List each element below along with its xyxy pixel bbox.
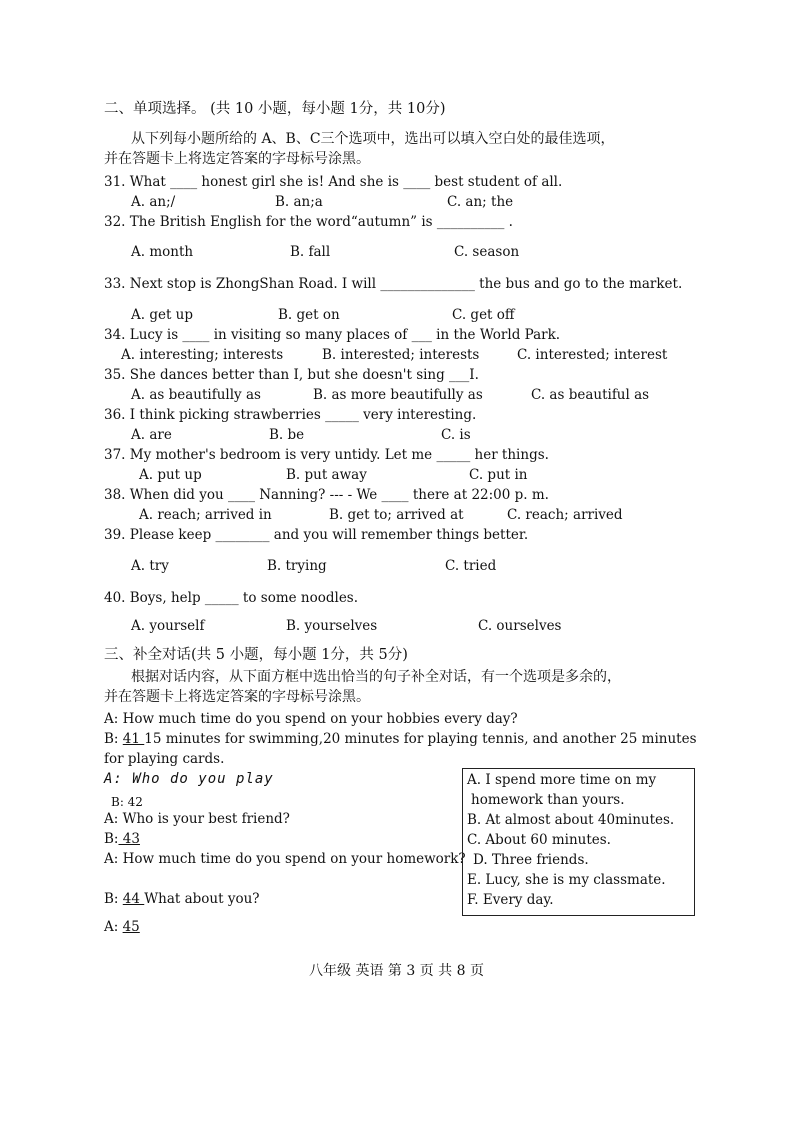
- dialogue-speaker-b: B:: [104, 831, 119, 847]
- question-33-option-c: C. get off: [452, 307, 515, 323]
- question-39-option-a: A. try: [131, 558, 169, 574]
- option-b: B. At almost about 40minutes.: [467, 812, 675, 828]
- option-c: C. About 60 minutes.: [467, 832, 611, 848]
- dialogue-line-1: A: How much time do you spend on your hobbies every day?: [104, 711, 518, 727]
- dialogue-line-5: B: 42: [111, 795, 143, 809]
- question-38-option-a: A. reach; arrived in: [139, 507, 272, 523]
- section-3-title: 三、补全对话(共 5 小题，每小题 1分，共 5分): [104, 647, 408, 663]
- dialogue-speaker-a: A:: [104, 919, 123, 935]
- question-31-stem: 31. What ____ honest girl she is! And she is ____ best student of all.: [104, 174, 563, 190]
- question-36-option-b: B. be: [269, 427, 305, 443]
- blank-43: 43: [118, 831, 140, 847]
- question-37-option-a: A. put up: [139, 467, 202, 483]
- question-31-option-a: A. an;/: [131, 194, 176, 210]
- question-32-option-b: B. fall: [290, 244, 331, 260]
- question-40-option-a: A. yourself: [131, 618, 205, 634]
- dialogue-line-9: [104, 890, 260, 908]
- section-3-instruction-2: 并在答题卡上将选定答案的字母标号涂黑。: [104, 689, 370, 705]
- question-39-stem: 39. Please keep ________ and you will remember things better.: [104, 527, 529, 543]
- question-37-option-b: B. put away: [286, 467, 367, 483]
- option-d: D. Three friends.: [473, 852, 589, 868]
- dialogue-speaker-b: B:: [104, 891, 123, 907]
- page-footer: 八年级 英语 第 3 页 共 8 页: [309, 963, 484, 979]
- option-a: A. I spend more time on my: [467, 772, 657, 788]
- question-32-option-a: A. month: [131, 244, 194, 260]
- question-40-stem: 40. Boys, help _____ to some noodles.: [104, 590, 359, 606]
- question-36-stem: 36. I think picking strawberries _____ very interesting.: [104, 407, 477, 423]
- question-31-option-c: C. an; the: [447, 194, 514, 210]
- question-32-option-c: C. season: [454, 244, 520, 260]
- blank-41: 41: [122, 731, 145, 747]
- question-31-option-b: B. an;a: [275, 194, 323, 210]
- dialogue-line-3: for playing cards.: [104, 751, 225, 767]
- question-33-option-a: A. get up: [131, 307, 194, 323]
- question-38-option-c: C. reach; arrived: [507, 507, 623, 523]
- option-a-continued: homework than yours.: [471, 792, 625, 808]
- question-40-option-c: C. ourselves: [478, 618, 562, 634]
- dialogue-line-10: [104, 918, 140, 936]
- option-e: E. Lucy, she is my classmate.: [467, 872, 666, 888]
- dialogue-line-7: [104, 830, 140, 848]
- question-34-stem: 34. Lucy is ____ in visiting so many places of ___ in the World Park.: [104, 327, 561, 343]
- option-f: F. Every day.: [467, 892, 554, 908]
- question-34-option-a: A. interesting; interests: [121, 347, 284, 363]
- question-39-option-b: B. trying: [267, 558, 327, 574]
- section-2-title: 二、单项选择。 (共 10 小题，每小题 1分，共 10分): [104, 101, 446, 117]
- question-37-option-c: C. put in: [469, 467, 528, 483]
- answer-options-box: [462, 768, 695, 916]
- question-35-option-b: B. as more beautifully as: [313, 387, 483, 403]
- question-35-option-c: C. as beautiful as: [531, 387, 650, 403]
- dialogue-line-2: [104, 730, 697, 748]
- section-3-instruction-1: 根据对话内容，从下面方框中选出恰当的句子补全对话，有一个选项是多余的，: [131, 669, 621, 685]
- dialogue-line-6: A: Who is your best friend?: [104, 811, 290, 827]
- dialogue-speaker-b: B:: [104, 731, 123, 747]
- question-37-stem: 37. My mother's bedroom is very untidy. Let me _____ her things.: [104, 447, 549, 463]
- dialogue-line-9-text: What about you?: [144, 891, 260, 907]
- question-34-option-c: C. interested; interest: [517, 347, 668, 363]
- question-32-stem: 32. The British English for the word“autumn” is __________ .: [104, 214, 513, 230]
- question-40-option-b: B. yourselves: [286, 618, 378, 634]
- question-35-option-a: A. as beautifully as: [131, 387, 261, 403]
- section-2-instruction-1: 从下列每小题所给的 A、B、C三个选项中，选出可以填入空白处的最佳选项，: [131, 131, 615, 147]
- question-36-option-c: C. is: [441, 427, 471, 443]
- section-2-instruction-2: 并在答题卡上将选定答案的字母标号涂黑。: [104, 151, 370, 167]
- question-34-option-b: B. interested; interests: [322, 347, 480, 363]
- question-33-option-b: B. get on: [278, 307, 340, 323]
- dialogue-line-2-text: 15 minutes for swimming,20 minutes for playing tennis, and another 25 minutes: [144, 731, 697, 747]
- dialogue-line-8: A: How much time do you spend on your homework?: [104, 851, 466, 867]
- blank-44: 44: [122, 891, 145, 907]
- question-39-option-c: C. tried: [445, 558, 497, 574]
- question-36-option-a: A. are: [131, 427, 172, 443]
- question-38-option-b: B. get to; arrived at: [329, 507, 464, 523]
- question-33-stem: 33. Next stop is ZhongShan Road. I will ______________ the bus and go to the market.: [104, 276, 683, 292]
- blank-45: 45: [122, 919, 140, 935]
- question-38-stem: 38. When did you ____ Nanning? --- - We ____ there at 22:00 p. m.: [104, 487, 549, 503]
- dialogue-line-4-handwritten: A: Who do you play: [104, 771, 274, 787]
- question-35-stem: 35. She dances better than I, but she doesn't sing ___I.: [104, 367, 479, 383]
